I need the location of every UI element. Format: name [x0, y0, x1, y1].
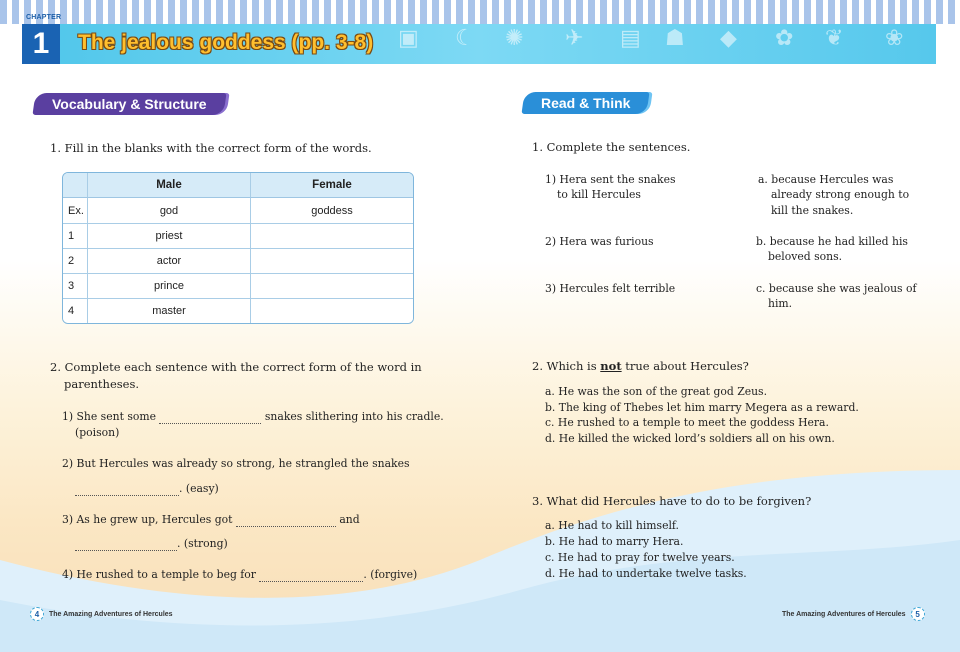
match-right-a3: kill the snakes.: [771, 204, 854, 217]
bird-icon: ✈: [565, 26, 584, 51]
table-cell: master: [88, 298, 251, 323]
read-q3: 3. What did Hercules have to do to be forgiven?: [532, 494, 812, 508]
footer-book-title-right: The Amazing Adventures of Hercules: [782, 610, 906, 618]
footer-right: [782, 607, 925, 621]
answer-cell[interactable]: [251, 248, 413, 273]
chapter-title: The jealous goddess (pp. 3-8): [78, 31, 374, 54]
answer-cell[interactable]: [251, 273, 413, 298]
sentence-3-hint: . (strong): [177, 537, 228, 550]
q3-option-b[interactable]: b. He had to marry Hera.: [545, 535, 684, 548]
match-right-a2: already strong enough to: [771, 188, 910, 201]
sentence-2-hint: . (easy): [179, 482, 219, 495]
table-header-female: Female: [251, 173, 413, 198]
fish-icon: ◆: [720, 26, 737, 51]
read-q2-start: 2. Which is: [532, 359, 597, 373]
chapter-label: CHAPTER: [26, 14, 62, 21]
sentence-1-hint: (poison): [75, 426, 120, 439]
vocab-q1: 1. Fill in the blanks with the correct form of the words.: [50, 141, 372, 155]
table-cell: Ex.: [63, 198, 88, 223]
footer-book-title-left: The Amazing Adventures of Hercules: [49, 610, 173, 618]
sentence-4-hint: . (forgive): [363, 568, 418, 581]
bird-icon-2: ❀: [885, 26, 904, 51]
answer-cell[interactable]: [251, 223, 413, 248]
sentence-4: [62, 567, 417, 582]
match-right-b2: beloved sons.: [768, 250, 843, 263]
read-q2-end: true about Hercules?: [625, 359, 749, 373]
read-q2-emphasis: not: [600, 359, 622, 373]
table-cell: prince: [88, 273, 251, 298]
page-number-right: 5: [911, 607, 925, 621]
sentence-2: 2) But Hercules was already so strong, he strangled the snakes: [62, 457, 410, 470]
sentence-3: [62, 512, 360, 527]
sentence-1-start: 1) She sent some: [62, 410, 157, 423]
footer-left: [30, 607, 173, 621]
table-cell: actor: [88, 248, 251, 273]
butterfly-icon: ❦: [825, 26, 844, 51]
read-q1: 1. Complete the sentences.: [532, 140, 691, 154]
blank-input[interactable]: [236, 516, 336, 527]
read-q2: [532, 359, 749, 374]
q3-option-c[interactable]: c. He had to pray for twelve years.: [545, 551, 735, 564]
sentence-4-start: 4) He rushed to a temple to beg for: [62, 568, 256, 581]
sentence-3-and: and: [339, 513, 360, 526]
page-number-left: 4: [30, 607, 44, 621]
table-cell: 4: [63, 298, 88, 323]
table-row: [63, 273, 413, 298]
vocab-q2-line1: 2. Complete each sentence with the correct form of the word in: [50, 360, 422, 374]
match-right-b: b. because he had killed his: [756, 235, 908, 248]
blank-input[interactable]: [159, 413, 261, 424]
match-left-2: 2) Hera was furious: [545, 235, 654, 248]
vocab-table: [62, 172, 414, 324]
sentence-1-end: snakes slithering into his cradle.: [264, 410, 444, 423]
box-icon: ▤: [620, 26, 641, 51]
match-left-1: 1) Hera sent the snakes: [545, 173, 676, 186]
sun-icon: ✺: [505, 26, 524, 51]
answer-cell[interactable]: [251, 298, 413, 323]
cube-icon: ▣: [398, 26, 419, 51]
match-right-a: a. because Hercules was: [758, 173, 894, 186]
vocab-q2-line2: parentheses.: [64, 377, 140, 391]
sentence-2-blank-line: [75, 481, 219, 496]
sentence-3-start: 3) As he grew up, Hercules got: [62, 513, 233, 526]
table-row: [63, 223, 413, 248]
crab-icon: ☗: [665, 26, 685, 51]
table-row: [63, 198, 413, 223]
vocab-section-title: Vocabulary & Structure: [32, 93, 226, 115]
table-header-male: Male: [88, 173, 251, 198]
chapter-number: 1: [22, 24, 60, 64]
match-left-1b: to kill Hercules: [557, 188, 641, 201]
q3-option-a[interactable]: a. He had to kill himself.: [545, 519, 679, 532]
table-row: [63, 248, 413, 273]
table-cell: priest: [88, 223, 251, 248]
table-row: [63, 298, 413, 323]
q2-option-d[interactable]: d. He killed the wicked lord’s soldiers all on his own.: [545, 432, 835, 445]
table-header-cell: [63, 173, 88, 198]
blank-input[interactable]: [75, 485, 179, 496]
q2-option-b[interactable]: b. The king of Thebes let him marry Megera as a reward.: [545, 401, 859, 414]
blank-input[interactable]: [75, 540, 177, 551]
table-cell: 3: [63, 273, 88, 298]
sentence-1: [62, 409, 444, 424]
blank-input[interactable]: [259, 571, 363, 582]
match-right-c: c. because she was jealous of: [756, 282, 917, 295]
table-header-row: [63, 173, 413, 198]
table-cell: god: [88, 198, 251, 223]
q2-option-c[interactable]: c. He rushed to a temple to meet the goddess Hera.: [545, 416, 829, 429]
sentence-3-blank-line: [75, 536, 228, 551]
match-left-3: 3) Hercules felt terrible: [545, 282, 676, 295]
table-cell: 1: [63, 223, 88, 248]
moon-icon: ☾: [455, 26, 475, 51]
flower-icon: ✿: [775, 26, 794, 51]
read-section-title: Read & Think: [521, 92, 650, 114]
q3-option-d[interactable]: d. He had to undertake twelve tasks.: [545, 567, 747, 580]
header-stripes: [0, 0, 960, 24]
q2-option-a[interactable]: a. He was the son of the great god Zeus.: [545, 385, 768, 398]
table-cell: 2: [63, 248, 88, 273]
match-right-c2: him.: [768, 297, 793, 310]
table-cell: goddess: [251, 198, 413, 223]
